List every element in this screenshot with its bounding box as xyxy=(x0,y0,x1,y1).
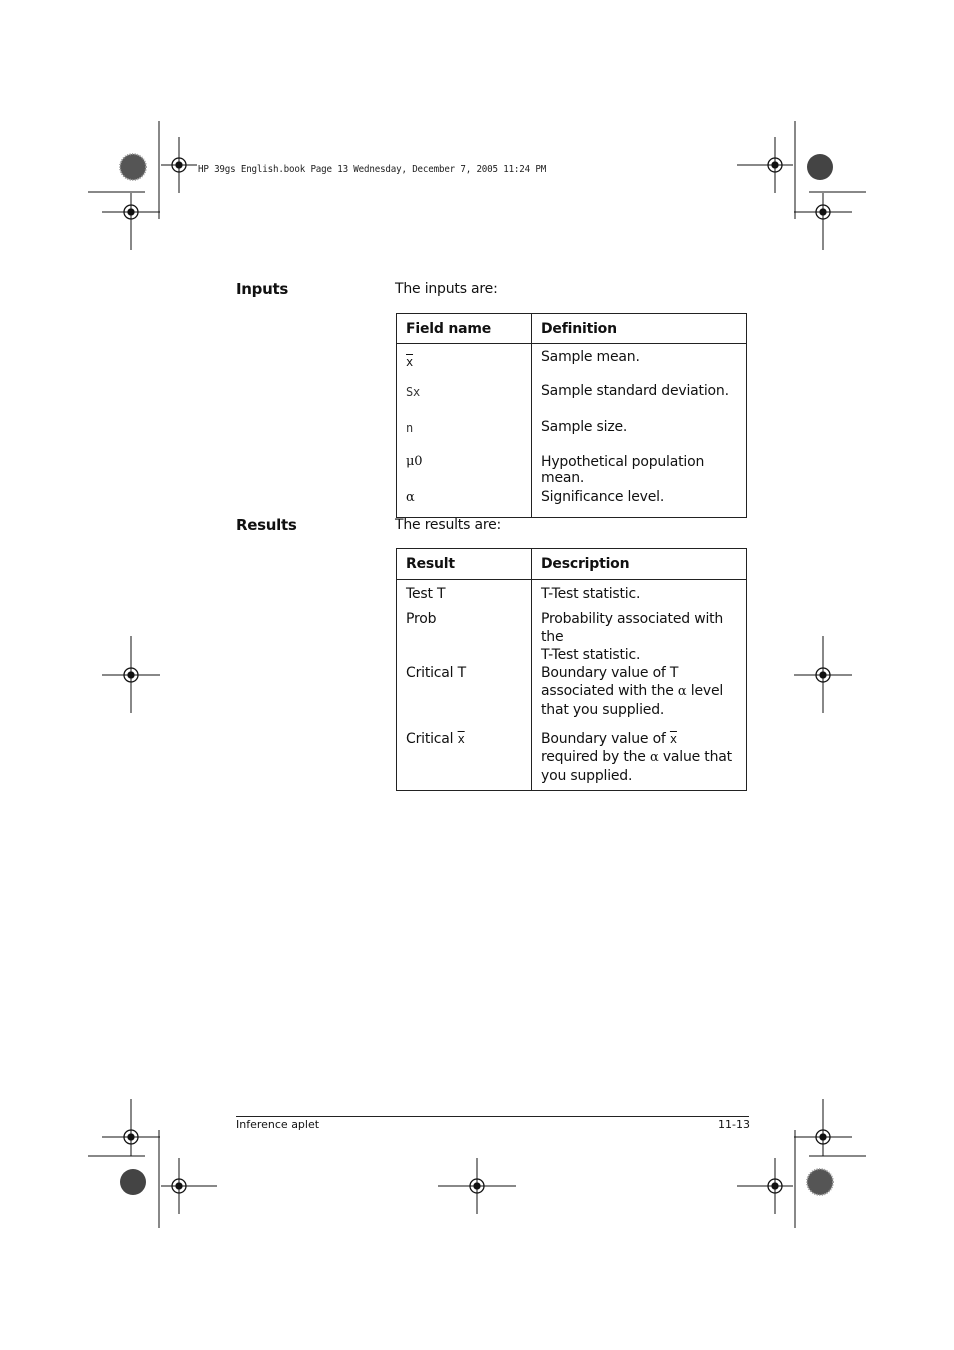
result-cell: Critical T xyxy=(397,664,532,730)
column-header-description: Description xyxy=(532,549,747,580)
table-row xyxy=(397,664,747,730)
table-row xyxy=(397,610,747,664)
result-cell: Prob xyxy=(397,610,532,664)
column-header-field-name: Field name xyxy=(397,314,532,344)
x-bar-symbol: $\overline{x}$ xyxy=(669,732,677,746)
description-line: Probability associated with the xyxy=(541,611,724,645)
description-cell: T-Test statistic. xyxy=(532,580,747,611)
table-row xyxy=(397,415,747,450)
table-row xyxy=(397,730,747,791)
description-text: Boundary value of T associated with the xyxy=(541,665,679,699)
x-bar-symbol: $\overline{x}$ xyxy=(406,355,414,369)
description-text: required by the xyxy=(541,749,650,765)
results-intro: The results are: xyxy=(395,517,501,533)
definition-cell: Sample size. xyxy=(532,415,747,450)
page-number: 11-13 xyxy=(718,1118,750,1131)
description-cell xyxy=(532,664,747,730)
description-text: value that you supplied. xyxy=(541,749,732,784)
table-header-row xyxy=(397,314,747,344)
field-cell: Sx xyxy=(406,385,421,399)
footer-rule xyxy=(236,1116,749,1117)
table-row xyxy=(397,580,747,611)
table-row xyxy=(397,379,747,415)
definition-cell: Sample mean. xyxy=(532,344,747,380)
definition-cell: Hypothetical population mean. xyxy=(532,450,747,486)
description-text: level that you supplied. xyxy=(541,683,724,718)
x-bar-symbol: $\overline{x}$ xyxy=(457,732,465,746)
result-cell xyxy=(397,730,532,791)
table-row xyxy=(397,450,747,486)
results-heading: Results xyxy=(236,516,297,534)
field-cell: μ0 xyxy=(406,454,423,469)
field-cell: n xyxy=(406,421,414,435)
alpha-symbol: α xyxy=(649,750,659,765)
table-row xyxy=(397,344,747,380)
alpha-symbol: α xyxy=(406,490,415,505)
alpha-symbol: α xyxy=(677,684,687,699)
table-header-row xyxy=(397,549,747,580)
results-table xyxy=(396,548,747,791)
column-header-definition: Definition xyxy=(532,314,747,344)
description-line: T-Test statistic. xyxy=(541,647,641,663)
description-cell xyxy=(532,730,747,791)
inputs-table xyxy=(396,313,747,518)
inputs-intro: The inputs are: xyxy=(395,281,498,297)
result-label: Critical xyxy=(406,731,458,747)
description-text: Boundary value of xyxy=(541,731,670,747)
description-cell xyxy=(532,610,747,664)
definition-cell: Significance level. xyxy=(532,486,747,518)
footer-title: Inference aplet xyxy=(236,1118,320,1131)
definition-cell: Sample standard deviation. xyxy=(532,379,747,415)
column-header-result: Result xyxy=(397,549,532,580)
inputs-heading: Inputs xyxy=(236,280,288,298)
table-row xyxy=(397,486,747,518)
result-cell: Test T xyxy=(397,580,532,611)
print-slug: HP 39gs English.book Page 13 Wednesday, December 7, 2005 11:24 PM xyxy=(198,164,547,175)
